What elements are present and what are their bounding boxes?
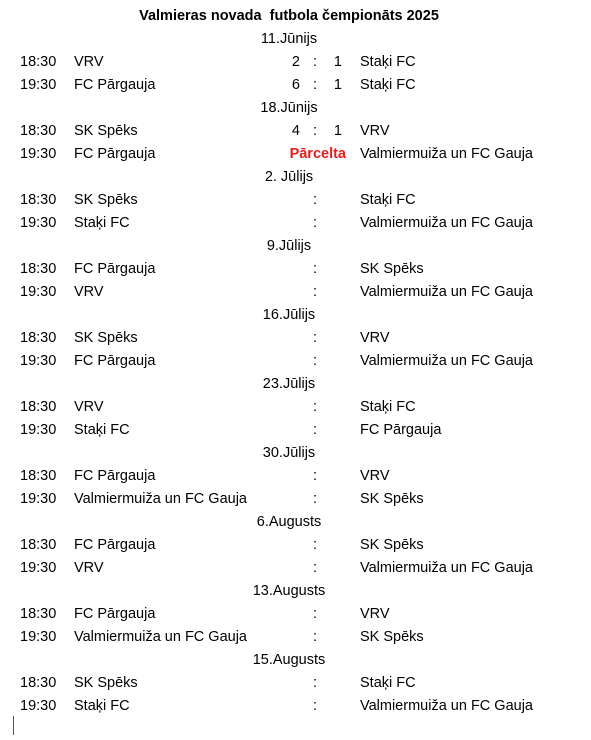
match-time: 19:30	[20, 353, 57, 369]
match-time: 18:30	[20, 192, 57, 208]
match-row	[0, 212, 591, 235]
score-separator: :	[312, 192, 318, 208]
away-team: Staķi FC	[360, 675, 416, 691]
round-date: 2. Jūlijs	[264, 169, 314, 185]
round-date: 30.Jūlijs	[262, 445, 316, 461]
match-row	[0, 465, 591, 488]
away-team: Staķi FC	[360, 399, 416, 415]
home-team: FC Pārgauja	[74, 353, 156, 369]
score-separator: :	[312, 284, 318, 300]
score-separator: :	[312, 261, 318, 277]
home-team: FC Pārgauja	[74, 77, 156, 93]
text-cursor	[13, 716, 14, 735]
match-row	[0, 258, 591, 281]
round-date: 6.Augusts	[256, 514, 322, 530]
score-separator: :	[312, 468, 318, 484]
document-title: Valmieras novada futbola čempionāts 2025	[139, 8, 439, 24]
match-row	[0, 695, 591, 718]
match-time: 19:30	[20, 491, 57, 507]
match-time: 18:30	[20, 675, 57, 691]
match-time: 18:30	[20, 468, 57, 484]
home-team: Valmiermuiža un FC Gauja	[74, 491, 247, 507]
home-team: VRV	[74, 284, 104, 300]
away-team: VRV	[360, 468, 390, 484]
match-time: 19:30	[20, 215, 57, 231]
round-date: 13.Augusts	[252, 583, 326, 599]
away-team: SK Spēks	[360, 537, 424, 553]
away-score: 1	[333, 123, 342, 139]
match-status: Pārcelta	[289, 146, 346, 162]
home-team: Staķi FC	[74, 422, 130, 438]
match-row	[0, 534, 591, 557]
match-row	[0, 120, 591, 143]
round-date: 15.Augusts	[252, 652, 326, 668]
match-row	[0, 51, 591, 74]
match-time: 18:30	[20, 399, 57, 415]
score-separator: :	[312, 422, 318, 438]
away-team: Valmiermuiža un FC Gauja	[360, 698, 533, 714]
match-time: 18:30	[20, 330, 57, 346]
away-team: Staķi FC	[360, 54, 416, 70]
home-team: FC Pārgauja	[74, 537, 156, 553]
score-separator: :	[312, 123, 318, 139]
round-date: 11.Jūnijs	[260, 31, 318, 47]
away-team: FC Pārgauja	[360, 422, 442, 438]
match-time: 19:30	[20, 629, 57, 645]
match-row	[0, 488, 591, 511]
match-time: 19:30	[20, 422, 57, 438]
score-separator: :	[312, 215, 318, 231]
home-team: FC Pārgauja	[74, 261, 156, 277]
match-time: 19:30	[20, 560, 57, 576]
home-team: VRV	[74, 399, 104, 415]
round-date: 23.Jūlijs	[262, 376, 316, 392]
home-team: FC Pārgauja	[74, 146, 156, 162]
away-team: SK Spēks	[360, 491, 424, 507]
match-time: 18:30	[20, 537, 57, 553]
away-team: Valmiermuiža un FC Gauja	[360, 353, 533, 369]
away-team: Valmiermuiža un FC Gauja	[360, 215, 533, 231]
home-team: FC Pārgauja	[74, 468, 156, 484]
away-team: VRV	[360, 606, 390, 622]
match-time: 19:30	[20, 146, 57, 162]
match-time: 19:30	[20, 77, 57, 93]
match-row	[0, 626, 591, 649]
score-separator: :	[312, 698, 318, 714]
score-separator: :	[312, 606, 318, 622]
match-row	[0, 672, 591, 695]
score-separator: :	[312, 54, 318, 70]
match-time: 18:30	[20, 261, 57, 277]
home-score: 6	[291, 77, 300, 93]
away-team: VRV	[360, 123, 390, 139]
round-date: 18.Jūnijs	[260, 100, 318, 116]
away-team: VRV	[360, 330, 390, 346]
away-team: Valmiermuiža un FC Gauja	[360, 284, 533, 300]
match-row	[0, 74, 591, 97]
match-time: 18:30	[20, 123, 57, 139]
score-separator: :	[312, 537, 318, 553]
score-separator: :	[312, 330, 318, 346]
round-date: 9.Jūlijs	[266, 238, 312, 254]
score-separator: :	[312, 353, 318, 369]
score-separator: :	[312, 491, 318, 507]
match-row	[0, 419, 591, 442]
match-time: 19:30	[20, 284, 57, 300]
home-team: VRV	[74, 54, 104, 70]
score-separator: :	[312, 399, 318, 415]
away-team: SK Spēks	[360, 261, 424, 277]
home-team: Staķi FC	[74, 215, 130, 231]
home-team: Valmiermuiža un FC Gauja	[74, 629, 247, 645]
home-team: SK Spēks	[74, 192, 138, 208]
match-row	[0, 603, 591, 626]
match-row	[0, 350, 591, 373]
match-row	[0, 189, 591, 212]
match-time: 19:30	[20, 698, 57, 714]
match-time: 18:30	[20, 54, 57, 70]
match-time: 18:30	[20, 606, 57, 622]
match-schedule	[0, 28, 591, 718]
home-score: 2	[291, 54, 300, 70]
away-score: 1	[333, 77, 342, 93]
score-separator: :	[312, 629, 318, 645]
match-row	[0, 281, 591, 304]
match-row	[0, 557, 591, 580]
home-team: SK Spēks	[74, 123, 138, 139]
home-team: FC Pārgauja	[74, 606, 156, 622]
away-team: Staķi FC	[360, 192, 416, 208]
match-row	[0, 327, 591, 350]
home-team: VRV	[74, 560, 104, 576]
score-separator: :	[312, 560, 318, 576]
home-team: SK Spēks	[74, 675, 138, 691]
away-team: Valmiermuiža un FC Gauja	[360, 146, 533, 162]
match-row	[0, 396, 591, 419]
away-team: Staķi FC	[360, 77, 416, 93]
score-separator: :	[312, 77, 318, 93]
away-team: Valmiermuiža un FC Gauja	[360, 560, 533, 576]
match-row	[0, 143, 591, 166]
away-team: SK Spēks	[360, 629, 424, 645]
home-team: SK Spēks	[74, 330, 138, 346]
home-score: 4	[291, 123, 300, 139]
round-date: 16.Jūlijs	[262, 307, 316, 323]
home-team: Staķi FC	[74, 698, 130, 714]
away-score: 1	[333, 54, 342, 70]
score-separator: :	[312, 675, 318, 691]
